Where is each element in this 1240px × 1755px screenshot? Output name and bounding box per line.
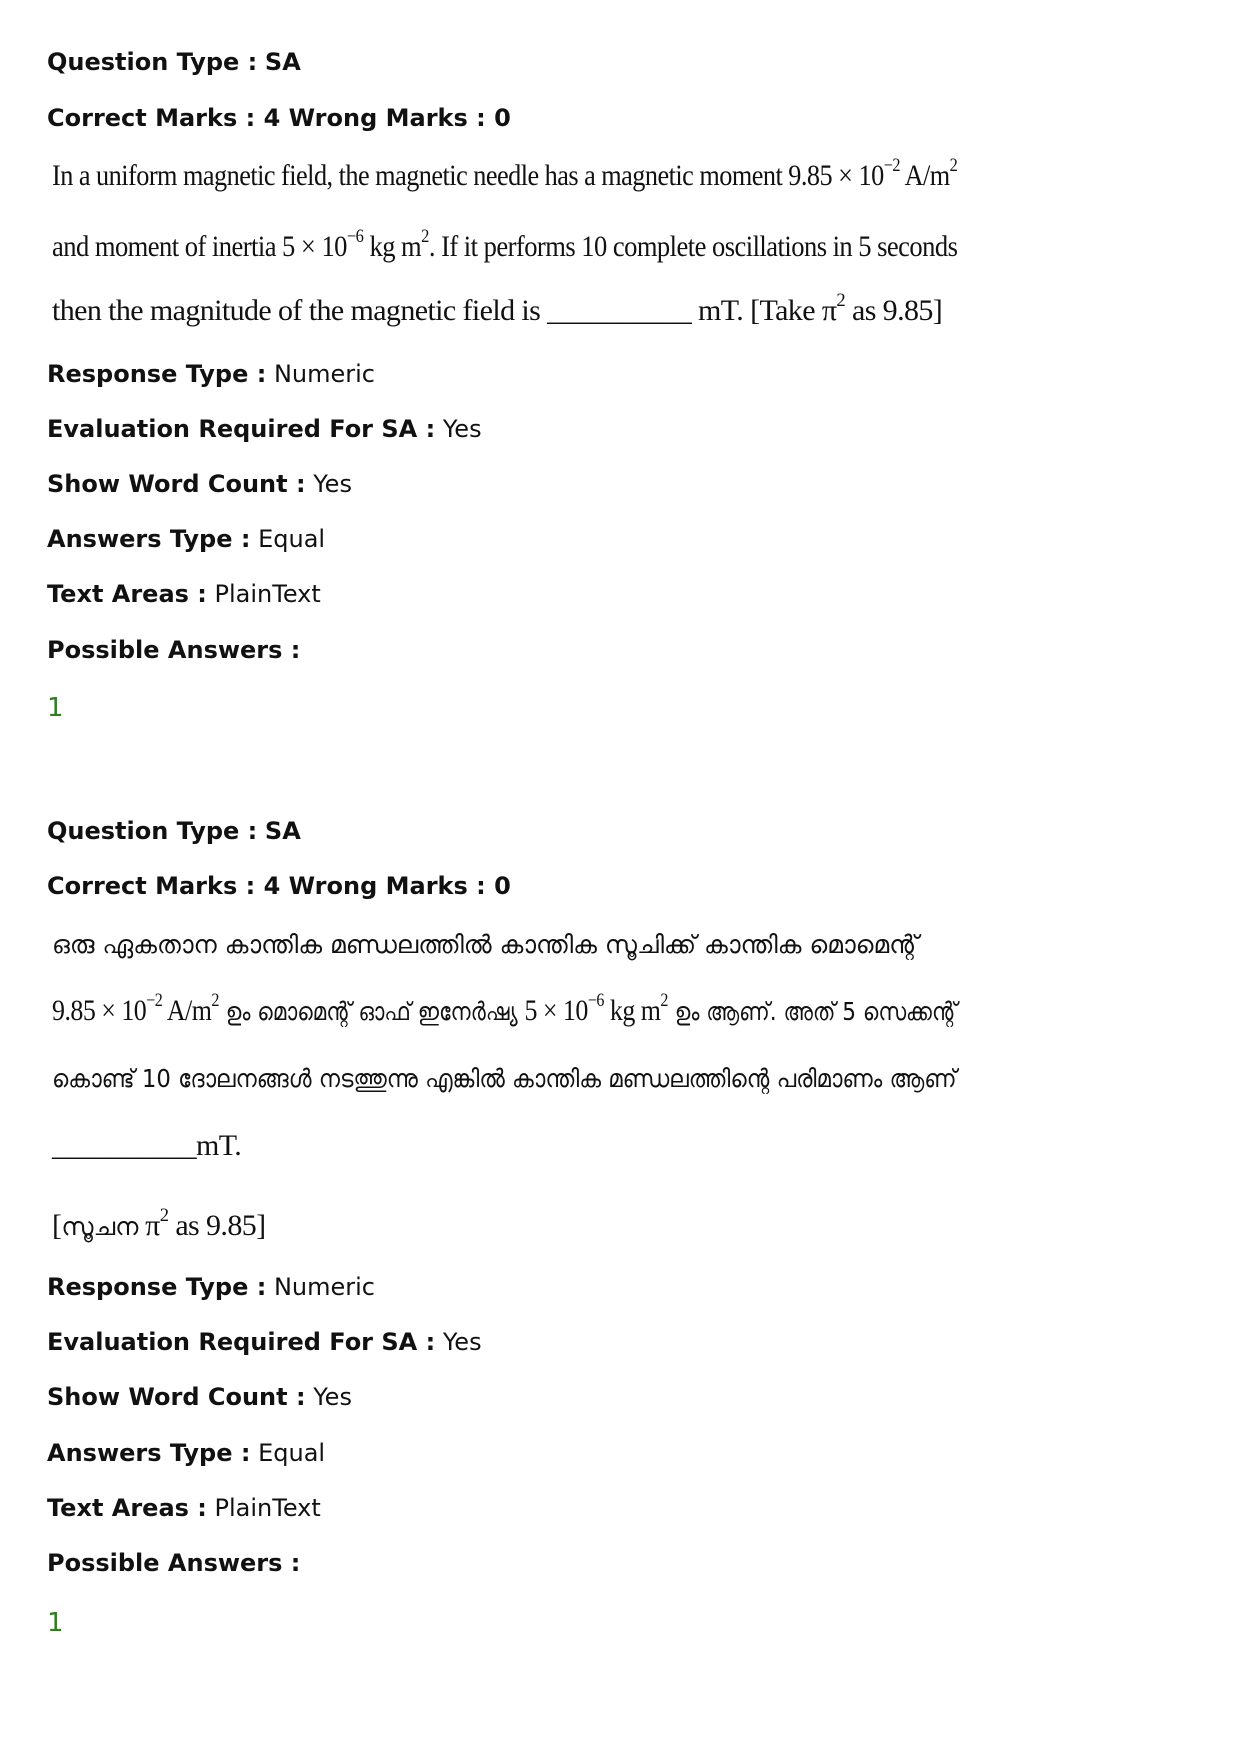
possible-answers-label: Possible Answers :: [47, 1549, 301, 1577]
answers-type-line: Answers Type : Equal: [47, 525, 326, 553]
question-text-line: [സൂചന $\pi^2$ as 9.85]: [52, 1205, 266, 1242]
possible-answer-value: 1: [47, 693, 64, 723]
question-text-line: and moment of inertia $5 \times 10^{-6}$ kg $m^2$. If it performs 10 complete oscillations in 5 seconds: [52, 226, 958, 263]
evaluation-line: Evaluation Required For SA : Yes: [47, 1328, 482, 1356]
text-areas-line: Text Areas : PlainText: [47, 580, 321, 608]
answer-blank: __________: [547, 294, 692, 327]
possible-answer-value: 1: [47, 1608, 64, 1638]
question-type-line: Question Type : SA: [47, 817, 301, 845]
question-text-line: then the magnitude of the magnetic field is __________ mT. [Take $\pi^2$ as 9.85]: [52, 290, 943, 327]
evaluation-line: Evaluation Required For SA : Yes: [47, 415, 482, 443]
marks-line: Correct Marks : 4 Wrong Marks : 0: [47, 872, 511, 900]
question-text-line: ഒരു ഏകതാന കാന്തിക മണ്ഡലത്തിൽ കാന്തിക സൂചിക്ക് കാന്തിക മൊമെന്റ്: [52, 930, 919, 959]
question-text-line: In a uniform magnetic field, the magnetic needle has a magnetic moment $9.85 \times 10^{-2}$ $A/m^2$: [52, 155, 958, 192]
word-count-line: Show Word Count : Yes: [47, 470, 352, 498]
question-text-line: കൊണ്ട് 10 ദോലനങ്ങൾ നടത്തുന്നു എങ്കിൽ കാന്തിക മണ്ഡലത്തിന്റെ പരിമാണം ആണ്: [52, 1064, 957, 1093]
question-text-line: $9.85 \times 10^{-2}$ $A/m^2$ ഉം മൊമെന്റ് ഓഫ് ഇനേർഷ്യ $5 \times 10^{-6}$ kg $m^2$ ഉം ആണ്. അത് 5 സെക്കന്റ്: [52, 990, 958, 1027]
question-type-value: SA: [264, 48, 301, 76]
word-count-line: Show Word Count : Yes: [47, 1383, 352, 1411]
question-type-label: Question Type :: [47, 48, 258, 76]
response-type-line: Response Type : Numeric: [47, 1273, 375, 1301]
response-type-line: Response Type : Numeric: [47, 360, 375, 388]
question-text-line: __________mT.: [52, 1129, 242, 1162]
marks-line: Correct Marks : 4 Wrong Marks : 0: [47, 104, 511, 132]
question-type-line: [47, 47, 301, 77]
text-areas-line: Text Areas : PlainText: [47, 1494, 321, 1522]
answers-type-line: Answers Type : Equal: [47, 1439, 326, 1467]
answer-blank: __________: [52, 1129, 197, 1162]
possible-answers-label: Possible Answers :: [47, 636, 301, 664]
